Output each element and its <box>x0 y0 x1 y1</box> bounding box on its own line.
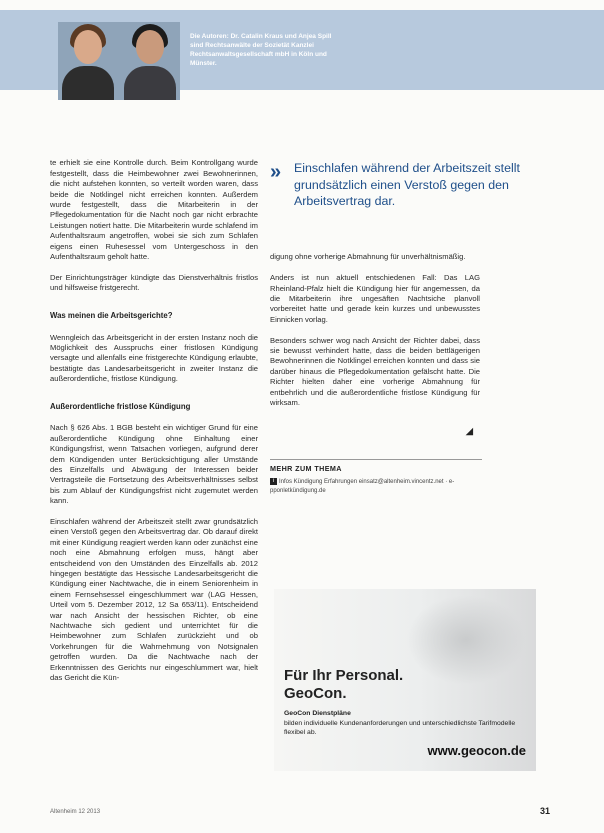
geocon-ad[interactable] <box>274 589 536 771</box>
footer-issue: Altenheim 12 2013 <box>50 809 101 815</box>
author-photo-woman <box>58 22 118 100</box>
ad-url[interactable]: www.geocon.de <box>427 743 526 758</box>
subheading: Außerordentliche fristlose Kündigung <box>50 401 191 411</box>
ad-subtext-bold: GeoCon Dienstpläne <box>284 710 351 717</box>
left-column <box>50 148 258 694</box>
ad-headline: Für Ihr Personal. <box>284 667 404 684</box>
ad-background-photo <box>406 595 526 685</box>
right-column <box>270 242 480 419</box>
article-end-icon: ◢ <box>466 426 473 436</box>
paragraph: te erhielt sie eine Kontrolle durch. Beim Kontrollgang wurde festgestellt, dass die Heimbewohner zwei Bewohnerinnen, die nicht aufstehen konnten, so verteilt worden waren, dass beide die Notklingel nicht erreichen konnten. Außerdem wurde festgestellt, dass die Mitarbeiterin in der Pflegedokumentation für die Nacht noch gar nicht erbrachte Leistungen notiert hatte. Die Mitarbeiterin wurde schlafend im Aufenthaltsraum angetroffen, wobei sie sich zum Schlafen eigens einen Ruhesessel vom Untergeschoss in den Aufenthaltsraum geholt hatte. <box>50 158 258 262</box>
ad-subtext <box>284 709 524 738</box>
quote-mark-icon: » <box>270 161 282 183</box>
author-band <box>0 10 604 90</box>
author-caption: Die Autoren: Dr. Catalin Kraus und Anjea Spill sind Rechtsanwälte der Sozietät Kanzlei Rechtsanwaltsgesellschaft mbH in Köln und Münster. <box>190 33 332 67</box>
more-title: MEHR ZUM THEMA <box>270 464 342 473</box>
paragraph: Anders ist nun aktuell entschiedenen Fall: Das LAG Rheinland-Pfalz hielt die Kündigung hier für angemessen, da die Mitarbeiterin ihre ungesäften Nachtsiche planvoll vorbereitet hatte und gerade kein kurzes und unbewusstes Einnicken vorlag. <box>270 273 480 324</box>
author-photos <box>58 22 180 100</box>
more-link[interactable] <box>270 478 482 496</box>
paragraph: Wenngleich das Arbeitsgericht in der ersten Instanz noch die Möglichkeit des Ausspruchs einer fristlosen Kündigung versagte und allenfalls eine fristgerechte Kündigung erlaubte, bestätigte das Landesarbeitsgericht in zweiter Instanz die außerordentliche, fristlose Kündigung. <box>50 332 258 384</box>
paragraph: Besonders schwer wog nach Ansicht der Richter dabei, dass sie bewusst verhindert hatte, dass die beiden bettlägerigen Bewohnerinnen die Notklingel erreichen konnten und dass sie darüber hinaus die Pflegedokumentation gefälscht hatte. Die Richter hielten daher eine vorherige Abmahnung für entbehrlich und die außerordentliche fristlose Kündigung für wirksam. <box>270 335 480 408</box>
more-on-topic <box>270 459 482 496</box>
subheading: Was meinen die Arbeitsgerichte? <box>50 311 173 321</box>
paragraph: Der Einrichtungsträger kündigte das Dienstverhältnis fristlos und hilfsweise fristgerecht. <box>50 272 258 293</box>
author-photo-man <box>120 22 180 100</box>
ad-brand: GeoCon. <box>284 685 347 702</box>
paragraph: digung ohne vorherige Abmahnung für unverhältnismäßig. <box>270 252 466 262</box>
page-number: 31 <box>540 806 551 816</box>
divider <box>270 459 482 460</box>
paragraph: Nach § 626 Abs. 1 BGB besteht ein wichtiger Grund für eine außerordentliche Kündigung ohne Einhaltung einer Kündigungsfrist, wenn Tatsachen vorliegen, aufgrund derer dem Kündigenden unter Berücksichtigung aller Umstände des Einzelfalls und Abwägung der Interessen beider Vertragsteile die Fortsetzung des Arbeitsverhältnisses selbst bis zum Ablauf der Kündigungsfrist nicht zugemutet werden kann. <box>50 423 258 506</box>
ad-subtext-rest: bilden individuelle Kundenanforderungen und unterschiedlichste Tarifmodelle flexibel ab. <box>284 719 516 736</box>
info-icon: i <box>270 478 277 485</box>
pull-quote-text: Einschlafen während der Arbeitszeit stellt grundsätzlich einen Verstoß gegen den Arbeitsvertrag dar. <box>294 161 520 208</box>
paragraph: Einschlafen während der Arbeitszeit stellt zwar grundsätzlich einen Verstoß gegen den Arbeitsvertrag dar. Ob darauf direkt mit einer Kündigung reagiert werden kann oder zunächst eine noch eine Abmahnung erfolgen muss, hängt aber entscheidend von den Umständen des Einzelfalls ab. 2012 hingegen bestätigte das Hessische Landesarbeitsgericht die Kündigung einer Nachtwache, die in einem Seniorenheim in einem Fernsehsessel eingeschlummert war (LAG Hessen, Urteil vom 5. Dezember 2012, 12 Sa 653/11). Entscheidend war nach Ansicht der hessischen Richter, ob eine Nachtwache sich gedient und unterrichtet für die Heimbewohner zum Schlafen zurückzieht und ob Vorkehrungen für die Wahrnehmung von Notsignalen getroffen wurden. Da die Nachtwache nach der Erkenntnissen des Gerichts nur eingeschlummert war, hielt das Gericht die Kün- <box>50 517 258 683</box>
more-link-text: Infos Kündigung Erfahrungen einsatz@altenheim.vincentz.net · e-pponletkündigung.de <box>270 479 455 495</box>
